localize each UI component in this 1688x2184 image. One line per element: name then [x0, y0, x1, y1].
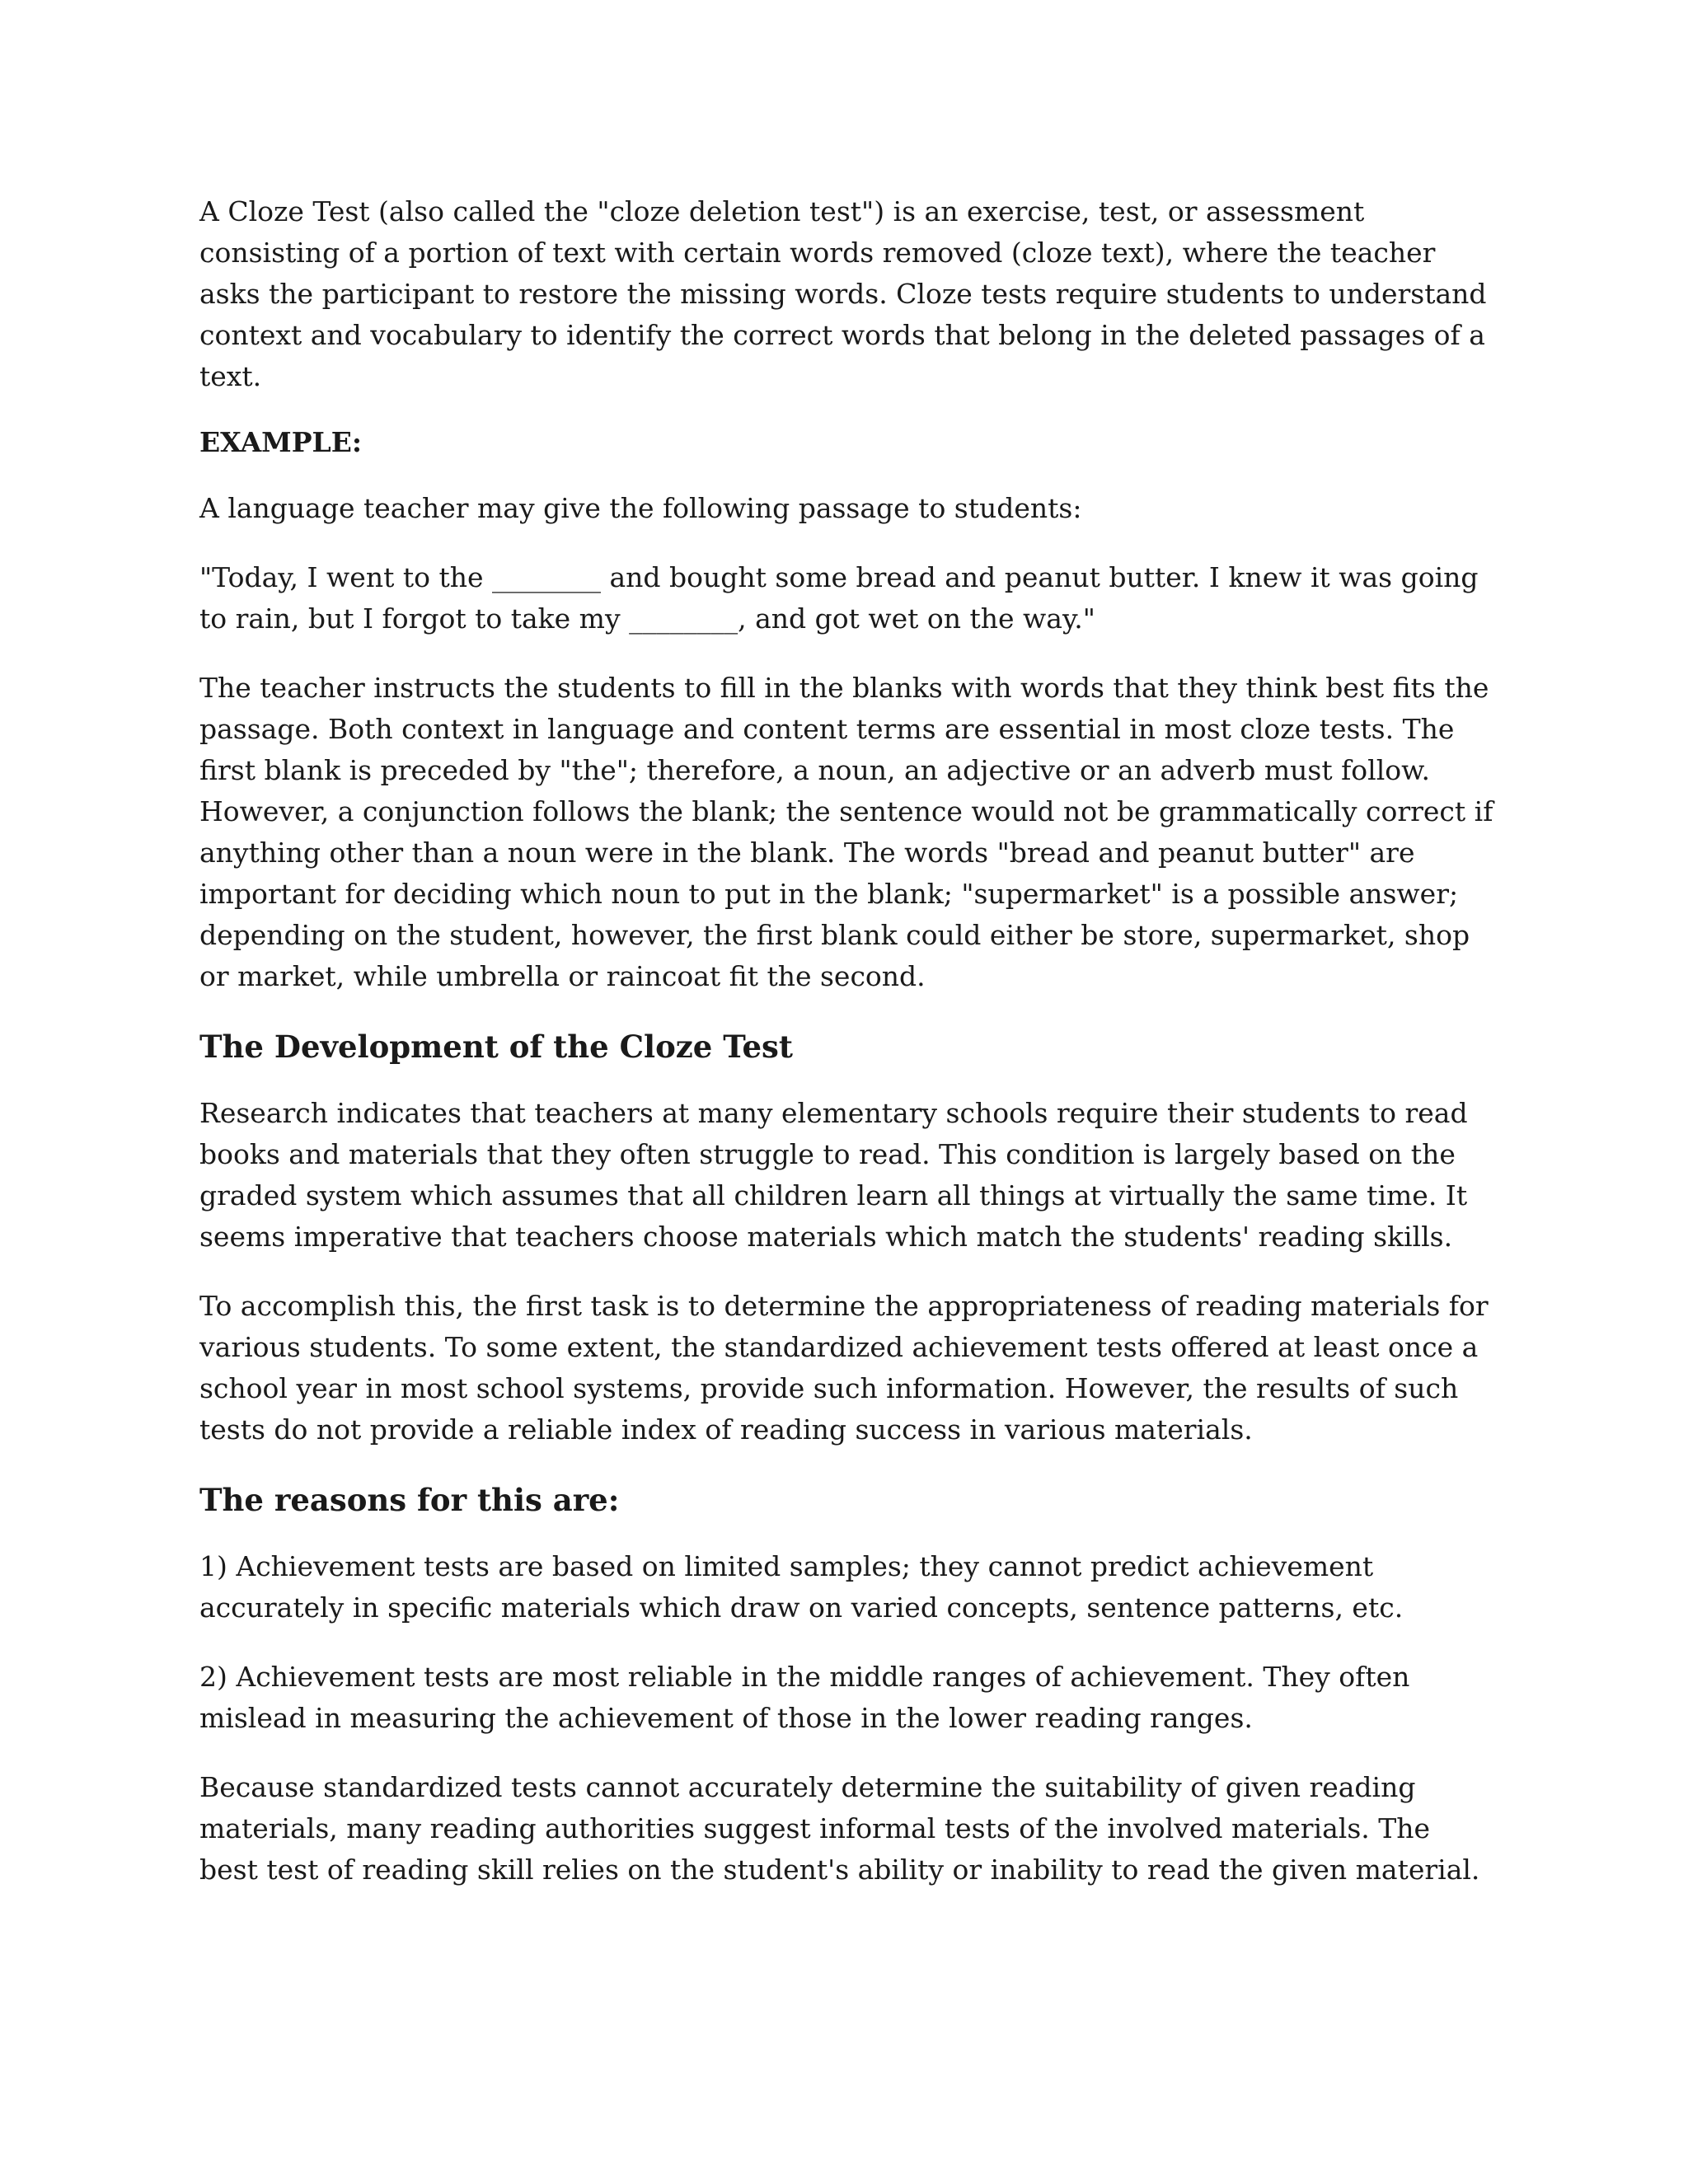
- example-explanation-paragraph: The teacher instructs the students to fill in the blanks with words that they think best fits the passage. Both context in language and content terms are essential in most cloze tests. The first blank is preceded by "the"; therefore, a noun, an adjective or an adverb must follow. However, a conjunction follows the blank; the sentence would not be grammatically correct if anything other than a noun were in the blank. The words "bread and peanut butter" are important for deciding which noun to put in the blank; "supermarket" is a possible answer; depending on the student, however, the first blank could either be store, supermarket, shop or market, while umbrella or raincoat fit the second.: [199, 672, 1493, 992]
- reason-item-1: 1) Achievement tests are based on limited samples; they cannot predict achievement accurately in specific materials which draw on varied concepts, sentence patterns, etc.: [199, 1550, 1404, 1624]
- development-heading: The Development of the Cloze Test: [199, 1029, 793, 1065]
- intro-paragraph: A Cloze Test (also called the "cloze deletion test") is an exercise, test, or assessment consisting of a portion of text with certain words removed (cloze text), where the teacher asks the participant to restore the missing words. Cloze tests require students to understand context and vocabulary to identify the correct words that belong in the deleted passages of a text.: [199, 195, 1487, 392]
- conclusion-paragraph: Because standardized tests cannot accurately determine the suitability of given reading materials, many reading authorities suggest informal tests of the involved materials. The best test of reading skill relies on the student's ability or inability to read the given material.: [199, 1771, 1480, 1886]
- reasons-heading: The reasons for this are:: [199, 1482, 620, 1518]
- development-paragraph-1: Research indicates that teachers at many elementary schools require their students to read books and materials that they often struggle to read. This condition is largely based on the graded system which assumes that all children learn all things at virtually the same time. It seems imperative that teachers choose materials which match the students' reading skills.: [199, 1097, 1468, 1253]
- example-intro-paragraph: A language teacher may give the following passage to students:: [199, 492, 1082, 524]
- document-page: [199, 191, 1493, 1919]
- development-paragraph-2: To accomplish this, the first task is to determine the appropriateness of reading materials for various students. To some extent, the standardized achievement tests offered at least once a school year in most school systems, provide such information. However, the results of such tests do not provide a reliable index of reading success in various materials.: [199, 1290, 1489, 1446]
- example-passage-paragraph: "Today, I went to the ________ and bought some bread and peanut butter. I knew it was going to rain, but I forgot to take my ________, and got wet on the way.": [199, 561, 1479, 635]
- example-heading: EXAMPLE:: [199, 426, 363, 458]
- reason-item-2: 2) Achievement tests are most reliable in the middle ranges of achievement. They often mislead in measuring the achievement of those in the lower reading ranges.: [199, 1661, 1410, 1734]
